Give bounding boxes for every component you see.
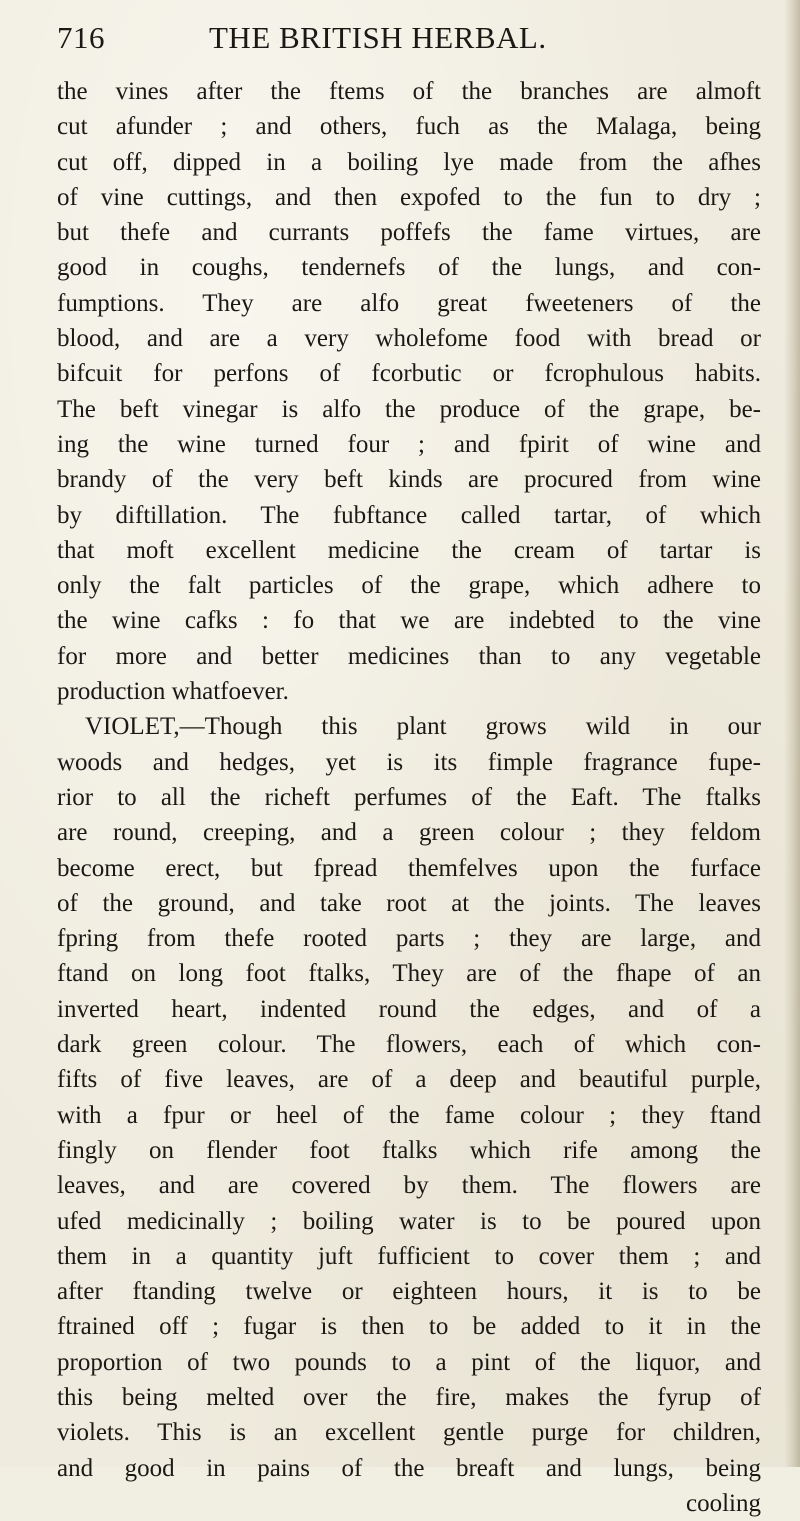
text-line: fingly on flender foot ftalks which rife among the	[57, 1136, 761, 1164]
entry-heading-line: VIOLET,—Though this plant grows wild in our	[85, 713, 761, 741]
text-line: ftrained off ; fugar is then to be added to it in the	[57, 1313, 761, 1341]
text-line: but thefe and currants poffefs the fame virtues, are	[57, 219, 761, 247]
text-line: the wine cafks : fo that we are indebted to the vine	[57, 607, 761, 635]
text-line: by diftillation. The fubftance called tartar, of which	[57, 501, 761, 529]
text-line: fumptions. They are alfo great fweeteners of the	[57, 289, 761, 317]
text-line: good in coughs, tendernefs of the lungs, and con-	[57, 254, 761, 282]
text-line: cut afunder ; and others, fuch as the Malaga, being	[57, 113, 761, 141]
text-line: are round, creeping, and a green colour ; they feldom	[57, 819, 761, 847]
text-line: leaves, and are covered by them. The flowers are	[57, 1172, 761, 1200]
text-line: for more and better medicines than to any vegetable	[57, 642, 761, 670]
text-line: after ftanding twelve or eighteen hours, it is to be	[57, 1278, 761, 1306]
text-line: of the ground, and take root at the joints. The leaves	[57, 889, 761, 917]
text-line: cut off, dipped in a boiling lye made from the afhes	[57, 148, 761, 176]
text-line: of vine cuttings, and then expofed to the fun to dry ;	[57, 183, 761, 211]
text-line: with a fpur or heel of the fame colour ; they ftand	[57, 1101, 761, 1129]
page-header	[57, 20, 707, 64]
text-line: and good in pains of the breaft and lungs, being	[57, 1454, 761, 1482]
text-line: inverted heart, indented round the edges, and of a	[57, 995, 761, 1023]
text-line: the vines after the ftems of the branches are almoft	[57, 78, 761, 105]
text-line: become erect, but fpread themfelves upon the furface	[57, 854, 761, 882]
text-line: this being melted over the fire, makes the fyrup of	[57, 1383, 761, 1411]
text-line: ing the wine turned four ; and fpirit of wine and	[57, 430, 761, 458]
text-line: rior to all the richeft perfumes of the Eaft. The ftalks	[57, 783, 761, 811]
catchword: cooling	[686, 1489, 761, 1517]
text-line: brandy of the very beft kinds are procured from wine	[57, 466, 761, 494]
page-number: 716	[57, 20, 105, 55]
text-line: proportion of two pounds to a pint of the liquor, and	[57, 1348, 761, 1376]
text-line: woods and hedges, yet is its fimple fragrance fupe-	[57, 748, 761, 776]
text-line: dark green colour. The flowers, each of which con-	[57, 1031, 761, 1059]
text-line: only the falt particles of the grape, which adhere to	[57, 572, 761, 600]
text-line: them in a quantity juft fufficient to cover them ; and	[57, 1242, 761, 1270]
body-text	[57, 74, 761, 1521]
text-line: ufed medicinally ; boiling water is to be poured upon	[57, 1207, 761, 1235]
running-head: THE BRITISH HERBAL.	[209, 20, 547, 55]
page-edge-shadow	[784, 0, 800, 1467]
text-line: fifts of five leaves, are of a deep and beautiful purple,	[57, 1066, 761, 1094]
text-line: The beft vinegar is alfo the produce of the grape, be-	[57, 395, 761, 423]
text-line: ftand on long foot ftalks, They are of the fhape of an	[57, 960, 761, 988]
text-line: bifcuit for perfons of fcorbutic or fcrophulous habits.	[57, 360, 761, 388]
paragraph-end-line: production whatfoever.	[57, 678, 289, 706]
text-line: that moft excellent medicine the cream of tartar is	[57, 536, 761, 564]
text-line: blood, and are a very wholefome food with bread or	[57, 325, 761, 353]
text-line: violets. This is an excellent gentle purge for children,	[57, 1419, 761, 1447]
text-line: fpring from thefe rooted parts ; they are large, and	[57, 925, 761, 953]
